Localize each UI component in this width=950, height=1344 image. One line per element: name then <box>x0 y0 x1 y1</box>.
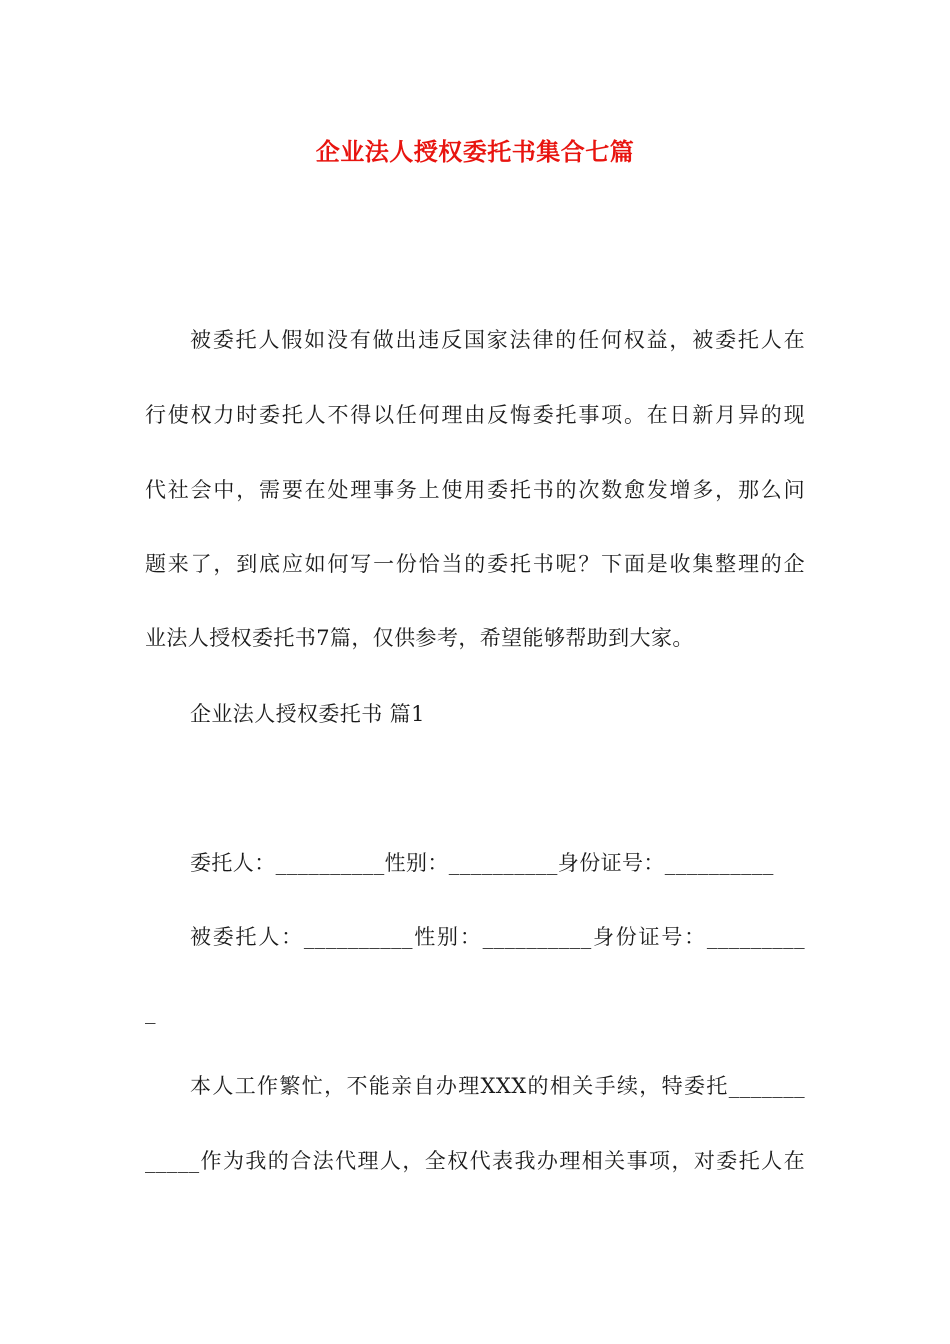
form-line-principal: 委托人：__________性别：__________身份证号：__________ <box>190 851 774 875</box>
paragraph-line: _____作为我的合法代理人，全权代表我办理相关事项，对委托人在 <box>145 1149 805 1173</box>
paragraph-line: 代社会中，需要在处理事务上使用委托书的次数愈发增多，那么问 <box>145 478 805 502</box>
section-heading: 企业法人授权委托书 篇1 <box>190 702 425 726</box>
paragraph-line: 本人工作繁忙，不能亲自办理XXX的相关手续，特委托_______ <box>190 1074 805 1098</box>
form-line-agent: 被委托人：__________性别：__________身份证号：_________ <box>190 925 805 949</box>
paragraph-line: 行使权力时委托人不得以任何理由反悔委托事项。在日新月异的现 <box>145 403 805 427</box>
form-line-continuation: _ <box>145 1000 156 1024</box>
paragraph-line: 业法人授权委托书7篇，仅供参考，希望能够帮助到大家。 <box>145 626 694 650</box>
paragraph-line: 被委托人假如没有做出违反国家法律的任何权益，被委托人在 <box>190 328 805 352</box>
paragraph-line: 题来了，到底应如何写一份恰当的委托书呢？下面是收集整理的企 <box>145 552 805 576</box>
document-title: 企业法人授权委托书集合七篇 <box>315 138 635 166</box>
